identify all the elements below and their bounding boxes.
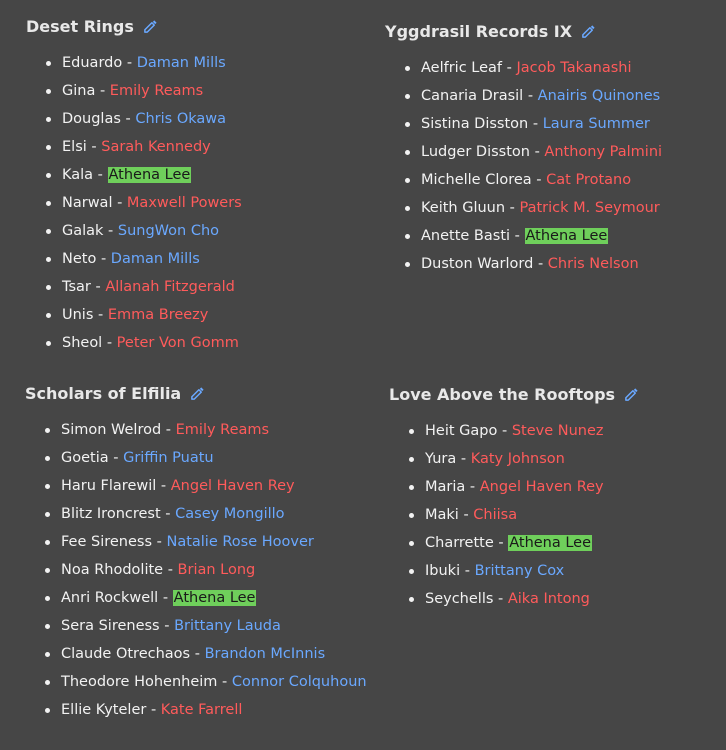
separator: - xyxy=(536,172,542,188)
cast-list-item xyxy=(25,584,367,612)
separator: - xyxy=(464,563,470,579)
character-name: Anri Rockwell xyxy=(61,590,159,606)
cast-list xyxy=(26,49,242,357)
cast-list-item xyxy=(385,138,662,166)
cast-list-item xyxy=(26,133,242,161)
separator: - xyxy=(506,60,512,76)
voice-actor-link[interactable]: Patrick M. Seymour xyxy=(519,200,660,216)
cast-list-item xyxy=(389,529,604,557)
cast-list-item xyxy=(25,472,367,500)
separator: - xyxy=(509,200,515,216)
voice-actor-link[interactable]: Kate Farrell xyxy=(160,702,243,718)
voice-actor-link[interactable]: Athena Lee xyxy=(525,228,608,244)
separator: - xyxy=(150,702,157,718)
cast-list-item xyxy=(25,612,367,640)
separator: - xyxy=(501,423,508,439)
section-yggdrasil-records-ix xyxy=(385,19,720,272)
cast-list-item xyxy=(26,273,242,301)
character-name: Ibuki xyxy=(425,563,461,579)
voice-actor-link[interactable]: Allanah Fitzgerald xyxy=(105,279,235,295)
character-name: Charrette xyxy=(425,535,494,551)
character-name: Kala xyxy=(62,167,94,183)
separator: - xyxy=(222,674,228,690)
cast-list-item xyxy=(25,416,367,444)
cast-list-item xyxy=(389,473,604,501)
character-name: Sistina Disston xyxy=(421,116,529,132)
edit-pencil-icon[interactable] xyxy=(581,24,596,39)
separator: - xyxy=(534,144,540,160)
character-name: Aelfric Leaf xyxy=(421,60,503,76)
cast-list-item xyxy=(389,501,604,529)
cast-list-item xyxy=(389,585,604,613)
character-name: Unis xyxy=(62,307,94,323)
separator: - xyxy=(469,479,476,495)
separator: - xyxy=(463,507,469,523)
character-name: Goetia xyxy=(61,450,109,466)
separator: - xyxy=(514,228,520,244)
voice-actor-link[interactable]: Athena Lee xyxy=(108,167,191,183)
character-name: Neto xyxy=(62,251,97,267)
separator: - xyxy=(108,223,114,239)
cast-list-item xyxy=(25,500,367,528)
character-name: Yura xyxy=(425,451,457,467)
voice-actor-link[interactable]: Katy Johnson xyxy=(470,451,565,467)
cast-list-item xyxy=(26,189,242,217)
edit-pencil-icon[interactable] xyxy=(190,386,205,401)
section-title xyxy=(25,381,385,405)
section-title xyxy=(26,14,356,38)
separator: - xyxy=(160,478,167,494)
voice-actor-link[interactable]: Chiisa xyxy=(473,507,518,523)
section-scholars-of-elfilia xyxy=(25,381,385,718)
voice-actor-link[interactable]: Emily Reams xyxy=(109,83,204,99)
separator: - xyxy=(156,534,162,550)
voice-actor-link[interactable]: Emma Breezy xyxy=(107,307,209,323)
character-name: Maki xyxy=(425,507,459,523)
voice-actor-link[interactable]: Casey Mongillo xyxy=(175,506,285,522)
voice-actor-link[interactable]: Cat Protano xyxy=(546,172,632,188)
cast-list-item xyxy=(385,194,662,222)
voice-actor-link[interactable]: Brandon McInnis xyxy=(204,646,326,662)
cast-list-item xyxy=(26,105,242,133)
voice-actor-link[interactable]: Peter Von Gomm xyxy=(116,335,239,351)
section-title-text: Yggdrasil Records IX xyxy=(385,21,573,41)
cast-list-item xyxy=(389,557,604,585)
separator: - xyxy=(527,88,534,104)
separator: - xyxy=(91,139,97,155)
cast-list-item xyxy=(385,82,662,110)
voice-actor-link[interactable]: Aika Intong xyxy=(507,591,590,607)
character-name: Theodore Hohenheim xyxy=(61,674,218,690)
separator: - xyxy=(537,256,544,272)
separator: - xyxy=(532,116,539,132)
separator: - xyxy=(113,450,119,466)
character-name: Claude Otrechaos xyxy=(61,646,191,662)
separator: - xyxy=(498,535,504,551)
cast-list-item xyxy=(385,222,662,250)
separator: - xyxy=(460,451,467,467)
separator: - xyxy=(117,195,123,211)
cast-list-item xyxy=(385,250,662,278)
character-name: Heit Gapo xyxy=(425,423,498,439)
separator: - xyxy=(194,646,200,662)
character-name: Anette Basti xyxy=(421,228,511,244)
character-name: Galak xyxy=(62,223,104,239)
character-name: Douglas xyxy=(62,111,121,127)
voice-actor-link[interactable]: Maxwell Powers xyxy=(126,195,242,211)
cast-list xyxy=(389,417,604,613)
cast-list-item xyxy=(26,161,242,189)
separator: - xyxy=(100,251,107,267)
cast-list-item xyxy=(25,668,367,696)
character-name: Fee Sireness xyxy=(61,534,153,550)
voice-actor-link[interactable]: Daman Mills xyxy=(110,251,200,267)
separator: - xyxy=(165,422,172,438)
voice-actor-link[interactable]: Chris Nelson xyxy=(547,256,639,272)
separator: - xyxy=(95,279,101,295)
character-name: Michelle Clorea xyxy=(421,172,532,188)
section-deset-rings xyxy=(26,14,356,351)
voice-actor-link[interactable]: Anairis Quinones xyxy=(537,88,661,104)
character-name: Blitz Ironcrest xyxy=(61,506,161,522)
section-love-above-the-rooftops xyxy=(389,382,719,607)
section-title-text: Scholars of Elfilia xyxy=(25,383,182,403)
separator: - xyxy=(126,55,133,71)
character-name: Narwal xyxy=(62,195,113,211)
voice-actor-link[interactable]: Chris Okawa xyxy=(135,111,227,127)
cast-list xyxy=(385,54,662,278)
cast-list xyxy=(25,416,367,724)
cast-list-item xyxy=(25,556,367,584)
character-name: Maria xyxy=(425,479,466,495)
separator: - xyxy=(125,111,131,127)
separator: - xyxy=(498,591,504,607)
character-name: Duston Warlord xyxy=(421,256,534,272)
edit-pencil-icon[interactable] xyxy=(143,19,158,34)
voice-actor-link[interactable]: Steve Nunez xyxy=(511,423,604,439)
voice-actor-link[interactable]: Athena Lee xyxy=(509,535,592,551)
character-name: Noa Rhodolite xyxy=(61,562,164,578)
cast-list-item xyxy=(385,166,662,194)
voice-actor-link[interactable]: Daman Mills xyxy=(136,55,226,71)
voice-actor-link[interactable]: Anthony Palmini xyxy=(544,144,663,160)
cast-list-item xyxy=(389,445,604,473)
voice-actor-link[interactable]: SungWon Cho xyxy=(117,223,220,239)
voice-actor-link[interactable]: Natalie Rose Hoover xyxy=(166,534,314,550)
voice-actor-link[interactable]: Jacob Takanashi xyxy=(516,60,632,76)
character-name: Sera Sireness xyxy=(61,618,160,634)
cast-list-item xyxy=(385,54,662,82)
separator: - xyxy=(106,335,113,351)
character-name: Canaria Drasil xyxy=(421,88,524,104)
character-name: Elsi xyxy=(62,139,87,155)
character-name: Ludger Disston xyxy=(421,144,530,160)
voice-actor-link[interactable]: Brittany Cox xyxy=(474,563,565,579)
voice-actor-link[interactable]: Angel Haven Rey xyxy=(170,478,295,494)
cast-list-item xyxy=(26,245,242,273)
character-name: Haru Flarewil xyxy=(61,478,157,494)
separator: - xyxy=(97,167,103,183)
separator: - xyxy=(98,307,104,323)
edit-pencil-icon[interactable] xyxy=(624,387,639,402)
cast-list-item xyxy=(26,77,242,105)
voice-actor-link[interactable]: Emily Reams xyxy=(175,422,270,438)
cast-list-item xyxy=(385,110,662,138)
character-name: Keith Gluun xyxy=(421,200,506,216)
cast-list-item xyxy=(26,329,242,357)
character-name: Gina xyxy=(62,83,96,99)
cast-list-item xyxy=(25,444,367,472)
character-name: Ellie Kyteler xyxy=(61,702,147,718)
cast-list-item xyxy=(26,301,242,329)
voice-actor-link[interactable]: Griffin Puatu xyxy=(123,450,214,466)
character-name: Seychells xyxy=(425,591,494,607)
separator: - xyxy=(99,83,106,99)
section-title-text: Love Above the Rooftops xyxy=(389,384,616,404)
section-title xyxy=(385,19,720,43)
voice-actor-link[interactable]: Athena Lee xyxy=(173,590,256,606)
voice-actor-link[interactable]: Laura Summer xyxy=(542,116,650,132)
voice-actor-link[interactable]: Brittany Lauda xyxy=(174,618,281,634)
cast-list-item xyxy=(389,417,604,445)
separator: - xyxy=(162,590,169,606)
character-name: Sheol xyxy=(62,335,103,351)
cast-list-item xyxy=(26,49,242,77)
section-title xyxy=(389,382,719,406)
character-name: Eduardo xyxy=(62,55,123,71)
separator: - xyxy=(167,562,173,578)
cast-list-item xyxy=(25,640,367,668)
separator: - xyxy=(165,506,171,522)
section-title-text: Deset Rings xyxy=(26,16,134,36)
voice-actor-link[interactable]: Angel Haven Rey xyxy=(479,479,604,495)
cast-list-item xyxy=(25,696,367,724)
voice-actor-link[interactable]: Sarah Kennedy xyxy=(101,139,211,155)
voice-actor-link[interactable]: Connor Colquhoun xyxy=(231,674,367,690)
cast-list-item xyxy=(25,528,367,556)
character-name: Simon Welrod xyxy=(61,422,162,438)
separator: - xyxy=(164,618,170,634)
cast-list-item xyxy=(26,217,242,245)
character-name: Tsar xyxy=(62,279,91,295)
voice-actor-link[interactable]: Brian Long xyxy=(177,562,256,578)
